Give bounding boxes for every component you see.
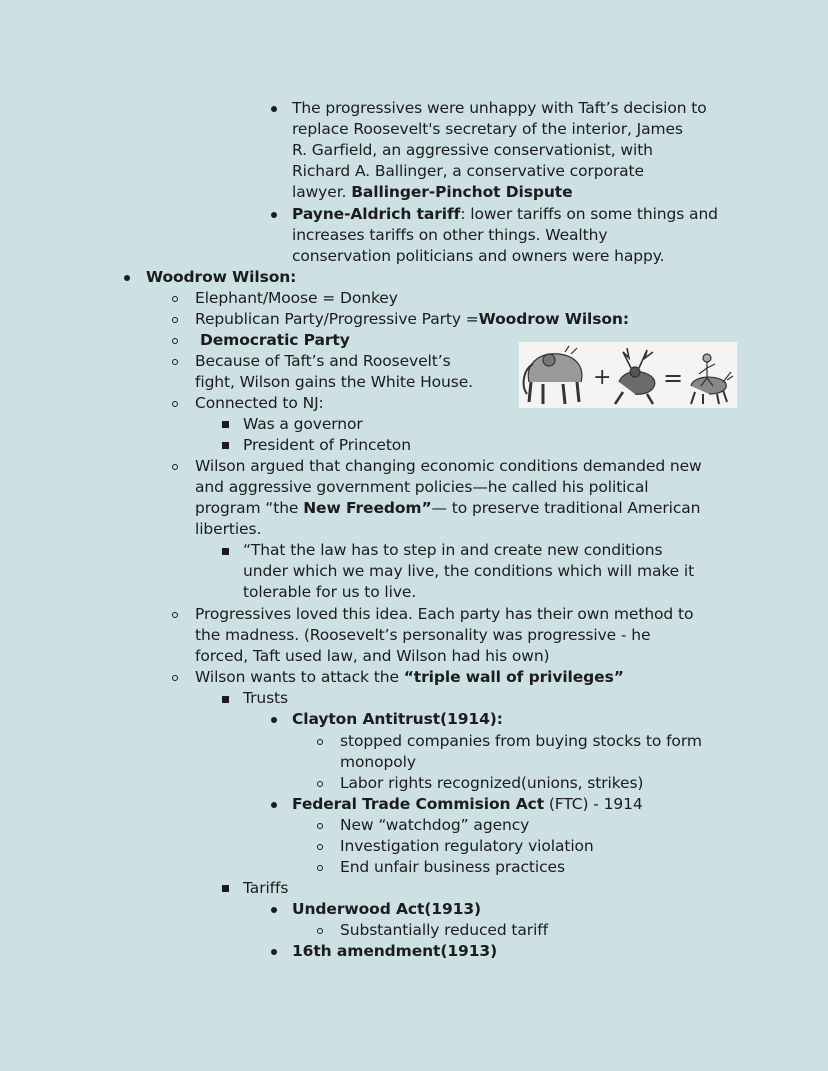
bullet-dot xyxy=(271,907,277,913)
political-cartoon-image xyxy=(519,342,737,408)
nj-line: Connected to NJ: xyxy=(195,394,324,412)
bullet-square xyxy=(222,421,229,428)
bullet-dot xyxy=(271,212,277,218)
bullet-circle xyxy=(172,359,178,365)
quote-line-3: tolerable for us to live. xyxy=(243,583,417,601)
bullet-dot xyxy=(271,802,277,808)
bullet-dot xyxy=(271,949,277,955)
trusts-label: Trusts xyxy=(243,689,289,707)
democratic-line: Democratic Party xyxy=(200,331,350,349)
ftc-heading xyxy=(292,794,643,815)
payne-term: Payne-Aldrich tariff xyxy=(292,205,461,223)
argued-line-3-start: program “the xyxy=(195,499,304,517)
quote-line-2: under which we may live, the conditions which will make it xyxy=(243,562,695,580)
underwood-heading: Underwood Act(1913) xyxy=(292,900,481,918)
garfield-line-5 xyxy=(292,182,572,203)
nj-item-governor: Was a governor xyxy=(243,415,363,433)
bullet-circle xyxy=(172,296,178,302)
bullet-circle xyxy=(172,464,178,470)
payne-line-1-text: : lower tariffs on some things and xyxy=(460,205,718,223)
bullet-square xyxy=(222,696,229,703)
bullet-dot xyxy=(124,275,130,281)
garfield-line-2: replace Roosevelt's secretary of the interior, James xyxy=(292,120,683,138)
bullet-circle xyxy=(317,865,323,871)
underwood-item: Substantially reduced tariff xyxy=(340,921,548,939)
wilson-heading: Woodrow Wilson: xyxy=(146,268,297,286)
nj-item-princeton: President of Princeton xyxy=(243,436,411,454)
elephant-figure xyxy=(524,346,582,404)
donkey-figure xyxy=(691,354,733,404)
clayton-item-2: Labor rights recognized(unions, strikes) xyxy=(340,774,644,792)
ftc-bold: Federal Trade Commision Act xyxy=(292,795,545,813)
bullet-circle xyxy=(317,739,323,745)
argued-line-3-end: — to preserve traditional American xyxy=(431,499,701,517)
bullet-circle xyxy=(172,317,178,323)
bullet-circle xyxy=(317,928,323,934)
cartoon-plus: + xyxy=(593,365,612,390)
clayton-item-1: stopped companies from buying stocks to form xyxy=(340,732,702,750)
argued-line-4: liberties. xyxy=(195,520,262,538)
new-freedom: New Freedom” xyxy=(303,499,432,517)
ftc-item-2: Investigation regulatory violation xyxy=(340,837,594,855)
clayton-item-1-cont: monopoly xyxy=(340,753,416,771)
bullet-dot xyxy=(271,106,277,112)
ftc-rest: (FTC) - 1914 xyxy=(544,795,643,813)
bullet-circle xyxy=(317,844,323,850)
bullet-dot xyxy=(271,717,277,723)
payne-line-1 xyxy=(292,204,718,225)
bullet-circle xyxy=(172,675,178,681)
ftc-item-3: End unfair business practices xyxy=(340,858,565,876)
garfield-line-1: The progressives were unhappy with Taft’s decision to xyxy=(292,99,707,117)
bullet-square xyxy=(222,885,229,892)
bullet-circle xyxy=(317,823,323,829)
bullet-circle xyxy=(317,781,323,787)
bullet-circle xyxy=(172,338,178,344)
fight-line-2: fight, Wilson gains the White House. xyxy=(195,373,473,391)
loved-line-3: forced, Taft used law, and Wilson had his own) xyxy=(195,647,550,665)
garfield-line-4: Richard A. Ballinger, a conservative corporate xyxy=(292,162,644,180)
ballinger-dispute: Ballinger-Pinchot Dispute xyxy=(351,183,573,201)
amendment-heading: 16th amendment(1913) xyxy=(292,942,498,960)
bullet-square xyxy=(222,548,229,555)
garfield-line-3: R. Garfield, an aggressive conservationist, with xyxy=(292,141,653,159)
cartoon-drawing xyxy=(519,342,737,408)
cartoon-equals: = xyxy=(663,364,684,392)
fight-line-1: Because of Taft’s and Roosevelt’s xyxy=(195,352,451,370)
payne-line-2: increases tariffs on other things. Wealthy xyxy=(292,226,608,244)
garfield-line-5-text: lawyer. xyxy=(292,183,347,201)
rep-prog-line xyxy=(195,309,629,330)
rep-prog-bold: Woodrow Wilson: xyxy=(478,310,629,328)
loved-line-2: the madness. (Roosevelt’s personality was progressive - he xyxy=(195,626,651,644)
tariffs-label: Tariffs xyxy=(243,879,289,897)
attack-line xyxy=(195,667,624,688)
bullet-square xyxy=(222,442,229,449)
ftc-item-1: New “watchdog” agency xyxy=(340,816,530,834)
elephant-line: Elephant/Moose = Donkey xyxy=(195,289,398,307)
payne-line-3: conservation politicians and owners were happy. xyxy=(292,247,665,265)
clayton-heading: Clayton Antitrust(1914): xyxy=(292,710,503,728)
rep-prog-text: Republican Party/Progressive Party = xyxy=(195,310,479,328)
argued-line-2: and aggressive government policies—he called his political xyxy=(195,478,649,496)
triple-wall: “triple wall of privileges” xyxy=(403,668,624,686)
argued-line-3 xyxy=(195,498,700,519)
bullet-circle xyxy=(172,612,178,618)
attack-text: Wilson wants to attack the xyxy=(195,668,404,686)
bullet-circle xyxy=(172,401,178,407)
loved-line-1: Progressives loved this idea. Each party has their own method to xyxy=(195,605,694,623)
argued-line-1: Wilson argued that changing economic conditions demanded new xyxy=(195,457,702,475)
moose-figure xyxy=(615,348,655,404)
quote-line-1: “That the law has to step in and create new conditions xyxy=(243,541,663,559)
